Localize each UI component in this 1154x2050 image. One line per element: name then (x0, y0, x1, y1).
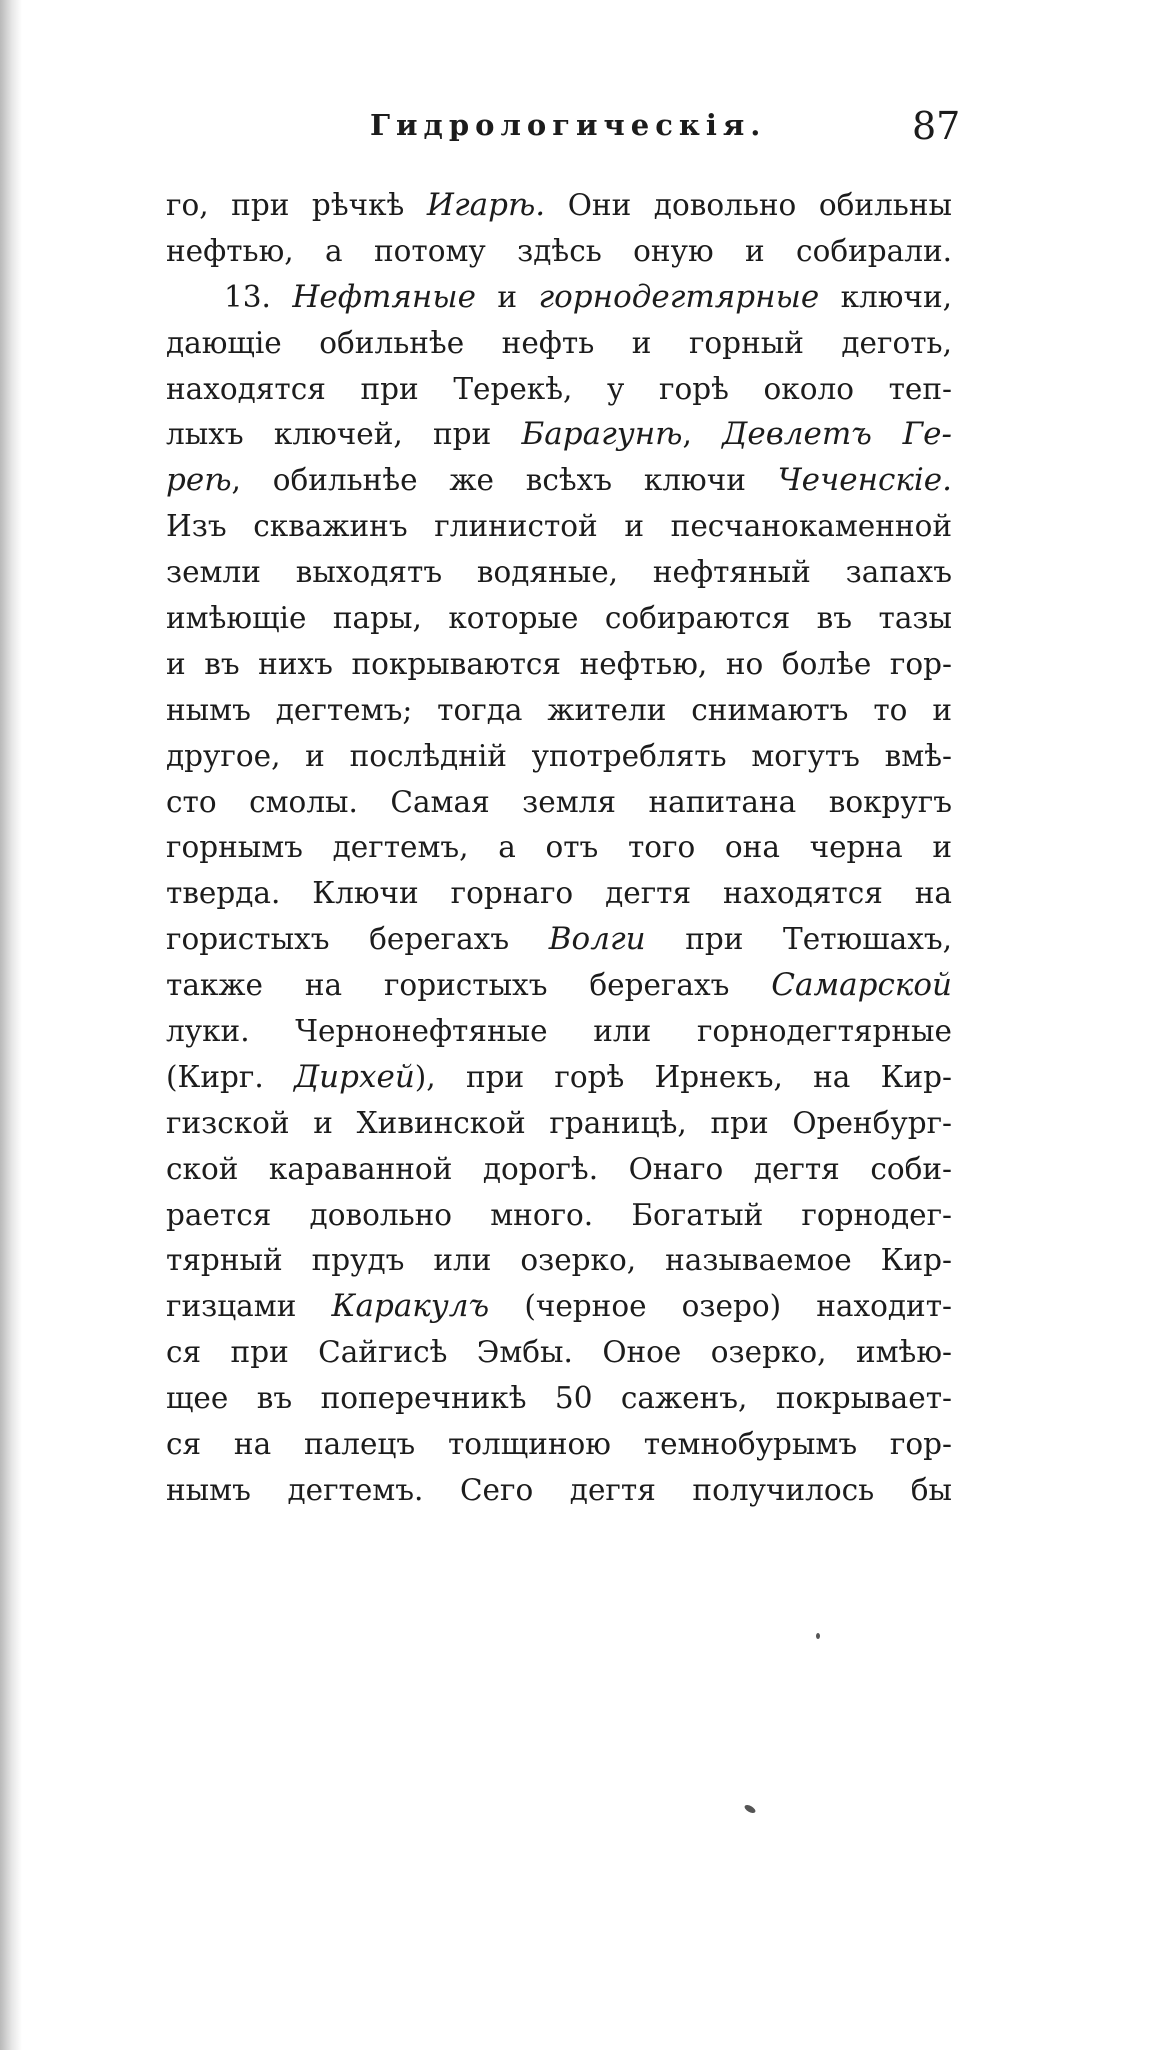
text-run: также на гористыхъ берегахъ (166, 968, 772, 1003)
text-line (166, 1193, 952, 1239)
text-run: нымъ дегтемъ; тогда жители снимаютъ то и (166, 692, 952, 727)
text-run: Изъ скважинъ глинистой и песчанокаменной (166, 509, 952, 544)
italic-run: Каракулъ (331, 1288, 490, 1325)
text-line (166, 1422, 952, 1468)
text-line (166, 1468, 952, 1514)
text-run: Они довольно обильны (545, 188, 953, 222)
text-line (166, 1009, 952, 1055)
text-line (166, 734, 952, 780)
text-run: другое, и послѣдній употреблять могутъ вмѣ- (166, 738, 952, 773)
text-run: рается довольно много. Богатый горнодег- (166, 1197, 952, 1232)
text-run: го, при рѣчкѣ (166, 188, 427, 222)
text-run: (черное озеро) находит- (489, 1289, 952, 1324)
italic-run: Девлетъ Ге- (722, 416, 952, 453)
paper-speck (743, 1803, 756, 1814)
text-run: лыхъ ключей, при (166, 417, 522, 452)
text-line (166, 780, 952, 826)
text-line (166, 596, 952, 642)
italic-run: Игарѣ. (426, 187, 546, 223)
text-line (166, 1147, 952, 1193)
text-line (166, 275, 952, 321)
italic-run: Самарской (771, 967, 952, 1004)
text-run: ской караванной дорогѣ. Онаго дегтя соби- (166, 1151, 952, 1186)
text-line (166, 229, 952, 275)
text-run: и (475, 279, 539, 314)
text-line (166, 1284, 952, 1330)
text-run: ключи, (819, 279, 953, 314)
text-line (166, 321, 952, 367)
italic-run: Барагунѣ (521, 416, 683, 453)
page-edge-shadow (0, 0, 22, 2050)
page-header (0, 104, 1154, 158)
text-run: сто смолы. Самая земля напитана вокругъ (166, 784, 952, 819)
page-number: 87 (912, 104, 961, 148)
text-line (166, 458, 952, 504)
text-line (166, 1055, 952, 1101)
text-line (166, 1238, 952, 1284)
text-run: тверда. Ключи горнаго дегтя находятся на (166, 876, 952, 911)
text-line (166, 412, 952, 458)
text-run: нефтью, а потому здѣсь оную и собирали. (166, 233, 952, 268)
italic-run: Чеченскіе. (777, 462, 952, 499)
text-line (166, 183, 952, 229)
text-line (166, 1330, 952, 1376)
text-run: луки. Чернонефтяные или горнодегтярные (166, 1014, 952, 1049)
text-line (166, 963, 952, 1009)
text-run: тярный прудъ или озерко, называемое Кир- (166, 1243, 952, 1278)
text-line (166, 871, 952, 917)
italic-run: Дирхей (293, 1058, 415, 1095)
text-run: ся при Сайгисѣ Эмбы. Оное озерко, имѣю- (166, 1335, 952, 1370)
text-line (166, 504, 952, 550)
body-text (166, 183, 952, 1514)
text-run: щее въ поперечникѣ 50 саженъ, покрывает- (166, 1381, 952, 1416)
text-line (166, 688, 952, 734)
text-run: гизцами (166, 1289, 332, 1324)
text-run: (Кирг. (166, 1059, 294, 1094)
text-run: находятся при Терекѣ, у горѣ около теп- (166, 371, 952, 406)
paper-speck (816, 1633, 820, 1639)
text-run: гористыхъ берегахъ (166, 922, 549, 957)
text-run: 13. (224, 279, 293, 314)
italic-run: Волги (548, 921, 646, 958)
text-run: , (682, 417, 723, 452)
text-line (166, 825, 952, 871)
text-line (166, 1101, 952, 1147)
text-run: нымъ дегтемъ. Сего дегтя получилось бы (166, 1472, 952, 1507)
text-run: земли выходятъ водяные, нефтяный запахъ (166, 555, 952, 590)
text-run: ся на палецъ толщиною темнобурымъ гор- (166, 1427, 952, 1462)
text-run: гизской и Хивинской границѣ, при Оренбург- (166, 1105, 952, 1140)
text-run: , обильнѣе же всѣхъ ключи (231, 463, 778, 498)
italic-run: реѣ (166, 462, 232, 499)
text-line (166, 367, 952, 413)
italic-run: Нефтяные (292, 278, 476, 315)
text-run: при Тетюшахъ, (645, 922, 952, 957)
text-line (166, 917, 952, 963)
text-line (166, 550, 952, 596)
text-run: дающіе обильнѣе нефть и горный деготь, (166, 325, 952, 360)
text-line (166, 1376, 952, 1422)
text-run: горнымъ дегтемъ, а отъ того она черна и (166, 830, 952, 865)
italic-run: горнодегтярные (538, 278, 820, 315)
text-run: ), при горѣ Ирнекъ, на Кир- (414, 1059, 952, 1094)
text-run: имѣющіе пары, которые собираются въ тазы (166, 601, 952, 636)
text-run: и въ нихъ покрываются нефтью, но болѣе гор- (166, 646, 952, 681)
text-line (166, 642, 952, 688)
running-head: Гидрологическія. (370, 108, 767, 142)
